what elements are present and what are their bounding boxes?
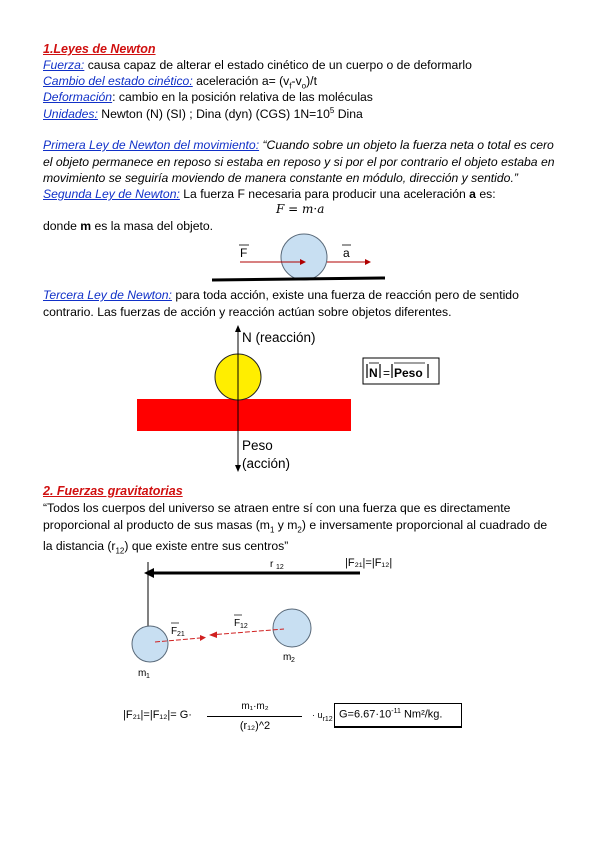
- tercera-ley: [43, 287, 559, 320]
- r-sub: 12: [276, 564, 284, 571]
- quote-p2: y m: [274, 517, 298, 532]
- mass-1: [132, 626, 168, 662]
- law-denominator: (r₁₂)^2: [239, 720, 271, 732]
- quote-s3: 12: [115, 546, 125, 556]
- law-unit: · u: [312, 710, 323, 720]
- g-constant-text: G=6.67·10: [339, 708, 392, 721]
- m2-sub: 2: [291, 657, 295, 664]
- figure-ball-force: [200, 228, 400, 286]
- donde-pre: donde: [43, 219, 81, 233]
- law-lhs: |F₂₁|=|F₁₂|= G·: [123, 709, 192, 721]
- box-n: N: [369, 366, 378, 380]
- m2-label: m: [283, 652, 292, 663]
- def-unidades: [43, 106, 363, 121]
- g-constant-exp: -11: [391, 708, 401, 715]
- quote-p3: ) e inversamente proporcional al cuadrado de la distancia (r: [43, 517, 548, 554]
- tercera-ley-text: para toda acción, existe una fuerza de reacción pero de sentido contrario. Las fuerzas de acción y reacción actúan sobre objetos diferentes.: [43, 288, 519, 319]
- term-unidades[interactable]: Unidades:: [43, 107, 98, 122]
- law-fraction-bar: [207, 716, 302, 717]
- def-cambio-tail: )/t: [306, 74, 317, 88]
- sup-5: 5: [329, 106, 335, 115]
- force-label: F: [240, 246, 248, 260]
- quote-p4: ) que existe entre sus centros”: [124, 539, 289, 554]
- segunda-ley: [43, 187, 496, 201]
- def-fuerza: [43, 58, 472, 72]
- weight-arrow-head: [235, 465, 241, 472]
- f21-sub: 21: [177, 631, 185, 638]
- reaction-label: N (reacción): [242, 330, 316, 345]
- box-eq: =: [383, 366, 391, 380]
- g-constant: [339, 708, 442, 721]
- section-2-heading: 2. Fuerzas gravitatorias: [43, 484, 183, 498]
- f12-label: F: [234, 618, 241, 629]
- def-cambio: [43, 74, 317, 90]
- def-fuerza-text: causa capaz de alterar el estado cinético de un cuerpo o de deformarlo: [84, 58, 472, 72]
- m1-sub: 1: [146, 673, 150, 680]
- quote-s1: 1: [269, 524, 275, 534]
- formula-f-ma: F = m·a: [276, 202, 325, 216]
- donde-text: [43, 219, 213, 233]
- accel-arrow-head: [365, 259, 371, 265]
- mass-2: [273, 609, 311, 647]
- accel-label: a: [343, 246, 350, 260]
- primera-ley: [43, 137, 559, 187]
- red-block: [137, 399, 351, 431]
- m1-label: m: [138, 668, 147, 679]
- sub-o: o: [301, 81, 307, 91]
- ball: [281, 234, 327, 280]
- term-segunda-ley[interactable]: Segunda Ley de Newton:: [43, 187, 180, 201]
- f21-label: F: [171, 626, 178, 637]
- figure-gravitation: [120, 548, 490, 684]
- sub-f: f: [289, 81, 292, 91]
- law-unit-sub: r12: [322, 715, 333, 723]
- f12-sub: 12: [240, 623, 248, 630]
- primera-ley-text: “Cuando sobre un objeto la fuerza neta o total es cero el objeto permanece en reposo si estaba en reposo y si por el por contrario el objeto estaba en movimiento se seguiría moviendo de manera constante en módulo, dirección y sentido.”: [43, 138, 555, 185]
- weight-label-1: Peso: [242, 438, 273, 453]
- term-cambio[interactable]: Cambio del estado cinético:: [43, 74, 193, 88]
- law-unit-vector: [312, 710, 333, 723]
- def-cambio-mid: -v: [291, 74, 302, 88]
- r-label: r: [270, 559, 274, 570]
- quote-p1: “Todos los cuerpos del universo se atraen entre sí con una fuerza que es directamente proporcional al producto de sus masas (m: [43, 501, 511, 532]
- distance-arrow-head: [144, 568, 154, 578]
- def-unidades-tail: Dina: [334, 107, 363, 122]
- g-constant-box: [334, 703, 462, 728]
- section-1-heading: 1.Leyes de Newton: [43, 42, 156, 56]
- def-deformacion: [43, 90, 373, 104]
- def-unidades-text: Newton (N) (SI) ; Dina (dyn) (CGS) 1N=10: [97, 107, 330, 122]
- ground-line: [212, 278, 385, 280]
- term-deformacion[interactable]: Deformación: [43, 90, 113, 104]
- law-numerator: m₁·m₂: [241, 701, 269, 712]
- segunda-ley-tail: es:: [475, 187, 496, 201]
- weight-label-2: (acción): [242, 456, 291, 471]
- term-fuerza[interactable]: Fuerza:: [43, 58, 85, 72]
- reaction-arrow-head: [235, 325, 241, 332]
- def-cambio-text: aceleración a= (v: [192, 74, 290, 88]
- f12-head: [209, 632, 217, 639]
- term-tercera-ley[interactable]: Tercera Ley de Newton:: [43, 288, 172, 302]
- segunda-ley-text: La fuerza F necesaria para producir una aceleración: [179, 187, 470, 201]
- donde-bold: m: [80, 219, 92, 233]
- figure-action-reaction: [130, 322, 480, 474]
- def-deformacion-text: : cambio en la posición relativa de las moléculas: [112, 90, 373, 104]
- term-primera-ley[interactable]: Primera Ley de Newton del movimiento:: [43, 138, 260, 152]
- abs-equality-top: |F₂₁|=|F₁₂|: [345, 557, 393, 569]
- segunda-ley-bold: a: [469, 187, 476, 201]
- g-constant-tail: Nm²/kg.: [400, 708, 443, 721]
- box-peso: Peso: [394, 366, 423, 380]
- donde-tail: es la masa del objeto.: [91, 219, 214, 233]
- quote-s2: 2: [297, 524, 302, 534]
- f21-head: [200, 635, 206, 641]
